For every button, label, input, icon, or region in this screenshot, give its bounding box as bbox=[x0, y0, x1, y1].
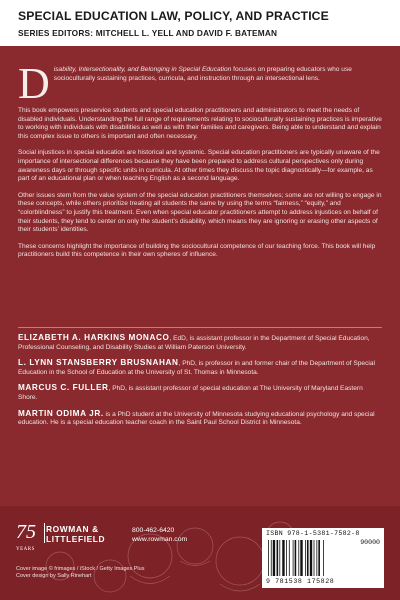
author-name: MARTIN ODIMA JR. bbox=[18, 408, 104, 418]
intro-paragraph bbox=[18, 59, 384, 108]
logo-divider bbox=[44, 523, 45, 543]
series-title: SPECIAL EDUCATION LAW, POLICY, AND PRACTICE bbox=[18, 9, 329, 23]
author-text: , PhD, is assistant professor of special education at The University of Maryland Eastern Shore. bbox=[18, 385, 363, 401]
barcode-number: 9 781538 175828 bbox=[266, 578, 335, 585]
author-bio bbox=[18, 334, 384, 352]
anniversary-logo bbox=[16, 522, 36, 560]
publisher-phone: 800-462-6420 bbox=[132, 527, 175, 534]
author-bio bbox=[18, 359, 384, 377]
anniversary-years: YEARS bbox=[16, 547, 35, 552]
publisher-line1: ROWMAN & bbox=[46, 524, 99, 534]
cover-credits bbox=[16, 566, 144, 580]
book-title-italic: isability, Intersectionality, and Belonging in Special Education bbox=[53, 66, 232, 73]
description-paragraph: These concerns highlight the importance of building the sociocultural competence of our teaching force. This book will help practitioners build this competence in their own spheres of influence. bbox=[18, 242, 376, 259]
description-paragraph: This book empowers preservice students and special education practitioners and administrators to meet the needs of disabled individuals. Understanding the full range of requirements relating to socioculturally sustaining practices is imperative to working with individuals with disabilities as well as with their families and caregivers. Being able to understand and explain this complex issue to others is important and often necessary. bbox=[18, 107, 382, 140]
design-credit: Cover design by Sally Rinehart bbox=[16, 573, 92, 579]
series-header bbox=[0, 0, 400, 46]
author-text: is a PhD student at the University of Minnesota studying educational psychology and special education. He is a special education teacher coach in the Saint Paul School District in Minnesota. bbox=[18, 410, 375, 427]
author-text: , EdD, is assistant professor in the Department of Special Education, Professional Counseling, and Disability Studies at William Paterson University. bbox=[18, 335, 370, 351]
publisher-logo bbox=[46, 524, 105, 544]
author-text: , PhD, is professor in and former chair of the Department of Special Education in the School of Education at the University of St. Thomas in Minnesota. bbox=[18, 360, 375, 376]
price-code: 90000 bbox=[360, 539, 380, 546]
image-credit: Cover image © frimages / iStock / Getty Images Plus bbox=[16, 566, 145, 572]
section-divider bbox=[18, 327, 382, 328]
barcode-panel bbox=[262, 528, 384, 588]
publisher-contact bbox=[132, 526, 187, 544]
description-paragraph: Social injustices in special education are historical and systemic. Special education practitioners are typically unaware of the importance of intersectional differences because they have been prepared to address cultural perspectives only during awareness days or through specific units in curricula. At other times they discuss the topic diagnostically—for example, as part of an educational plan or when teaching English as a second language. bbox=[18, 149, 380, 183]
isbn-label: ISBN 978-1-5381-7582-8 bbox=[266, 530, 360, 537]
author-bio bbox=[18, 384, 384, 402]
anniversary-number: 75 bbox=[16, 521, 36, 543]
description-paragraph: Other issues stem from the value system of the special education practitioners themselves; some are not willing to engage in these concepts, while others prioritize treating all students the same by using the terms “fairness,” “equity,” and “colorblindness” to justify this treatment. Even when special educator practitioners attempt to address injustices on behalf of their students, they tend to center on only the student’s disability, which means they are ignoring or erasing other aspects of their students’ identities. bbox=[18, 191, 382, 234]
publisher-website: www.rowman.com bbox=[132, 536, 188, 543]
author-name: ELIZABETH A. HARKINS MONACO bbox=[18, 333, 170, 342]
author-name: MARCUS C. FULLER bbox=[18, 383, 109, 393]
author-bios bbox=[18, 334, 384, 435]
publisher-line2: LITTLEFIELD bbox=[46, 534, 106, 544]
series-editors: SERIES EDITORS: MITCHELL L. YELL AND DAVID F. BATEMAN bbox=[18, 28, 278, 38]
barcode-image bbox=[266, 540, 346, 578]
author-bio bbox=[18, 410, 384, 428]
book-description bbox=[18, 59, 384, 268]
intro-text: focuses on preparing educators who use socioculturally sustaining practices, curricula, and instruction through an intersectional lens. bbox=[53, 66, 352, 82]
author-name: L. LYNN STANSBERRY BRUSNAHAN bbox=[18, 358, 179, 368]
dropcap-letter: D bbox=[18, 59, 50, 108]
